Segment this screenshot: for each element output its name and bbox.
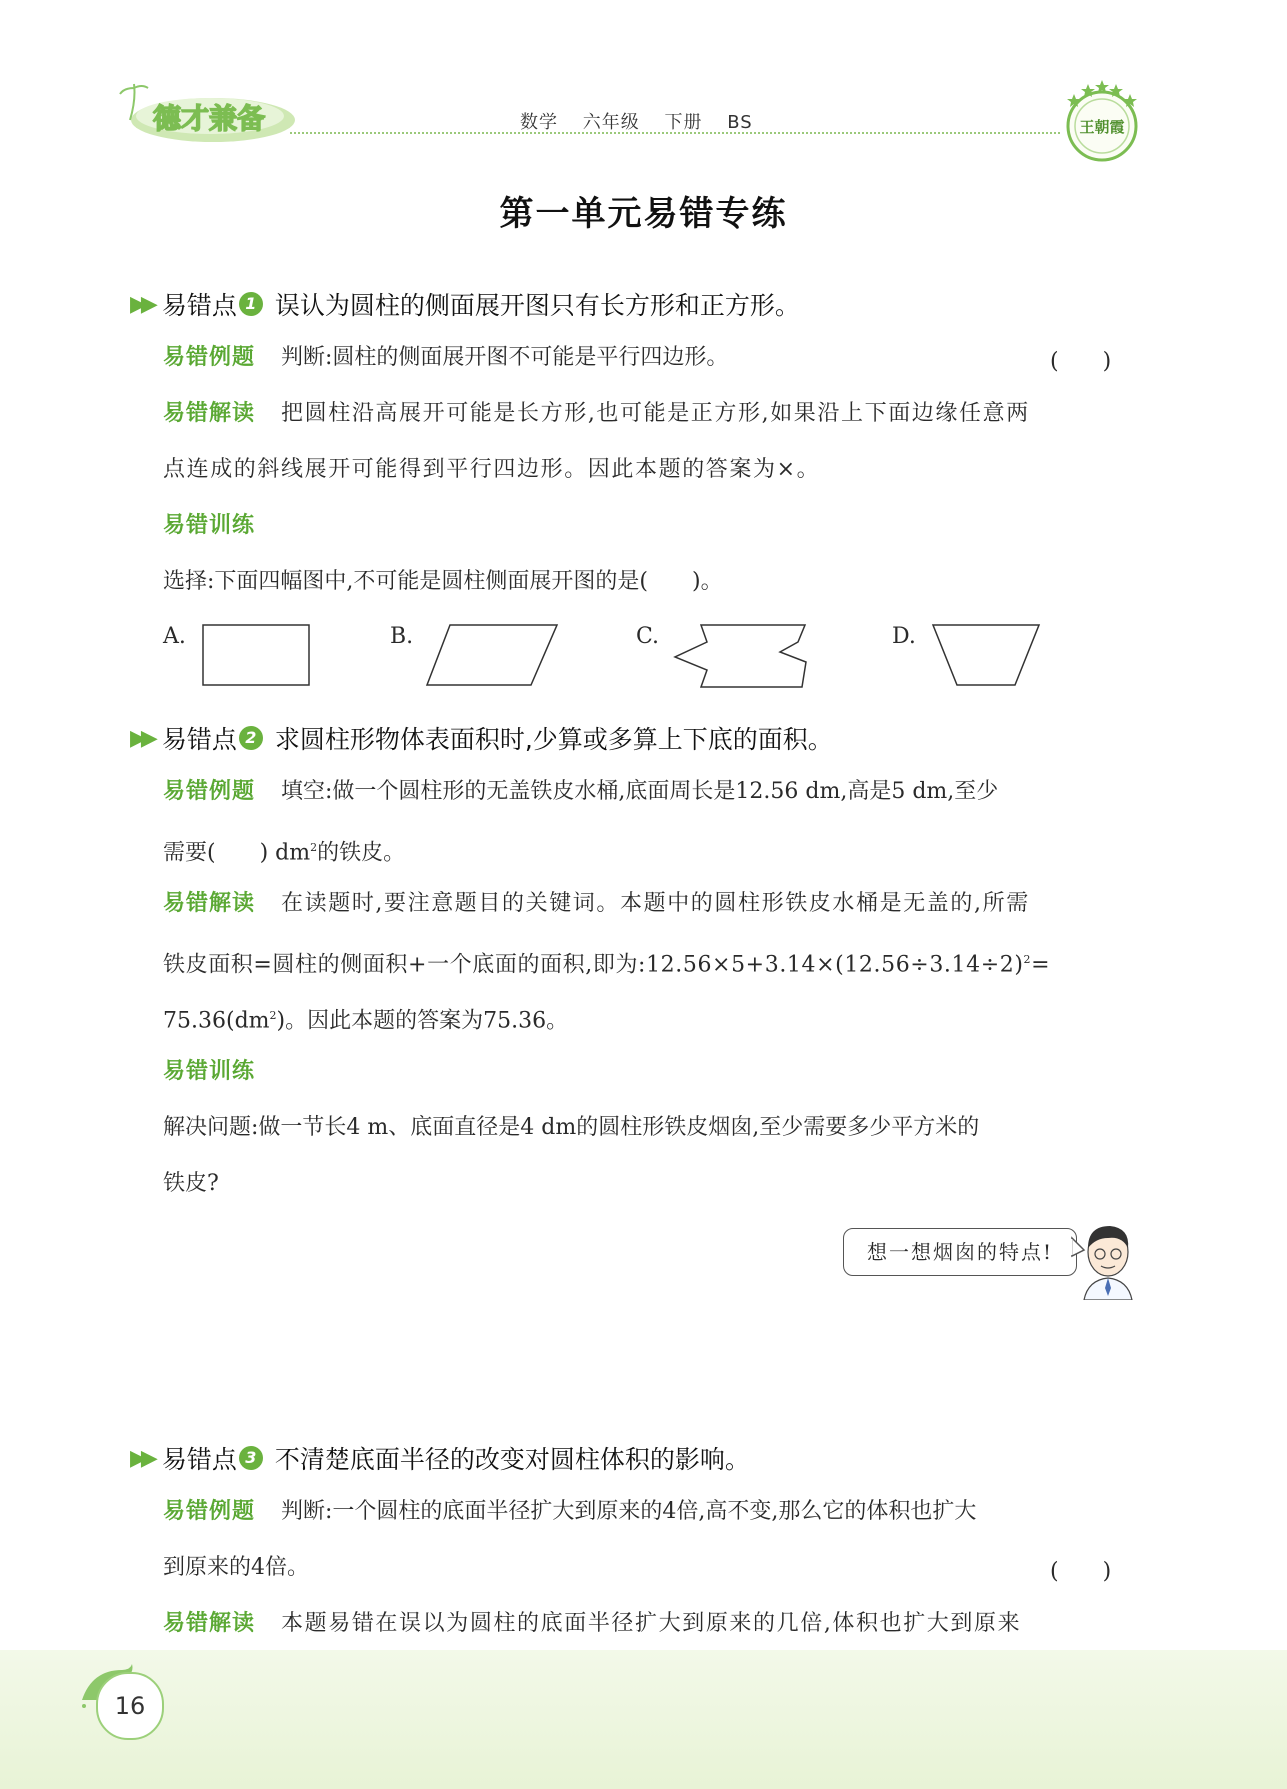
- svg-text:王朝霞: 王朝霞: [1079, 118, 1125, 136]
- example-text: 判断:圆柱的侧面展开图不可能是平行四边形。: [281, 345, 729, 370]
- point-number-badge: 3: [239, 1446, 263, 1470]
- analysis-text: 75.36(dm: [163, 1008, 270, 1034]
- svg-text:德才兼备: 德才兼备: [153, 102, 266, 135]
- grade: 六年级: [582, 112, 640, 133]
- volume: 下册: [664, 112, 703, 133]
- analysis-2-cont: [163, 946, 1050, 979]
- example-text: 填空:做一个圆柱形的无盖铁皮水桶,底面周长是12.56 dm,高是5 dm,至少: [281, 779, 999, 804]
- brand-logo: [118, 80, 298, 144]
- superscript: 2: [269, 1009, 277, 1022]
- analysis-label: 易错解读: [163, 1611, 256, 1636]
- error-point-1-heading: [130, 286, 800, 322]
- edition: BS: [727, 112, 753, 133]
- point-heading-text: 求圆柱形物体表面积时,少算或多算上下底的面积。: [274, 725, 833, 754]
- option-c-label: C.: [636, 624, 660, 649]
- example-2: [163, 778, 998, 806]
- analysis-1: [163, 400, 1030, 428]
- analysis-text: 铁皮面积=圆柱的侧面积+一个底面的面积,即为:12.56×5+3.14×(12.56÷3.14÷2): [163, 952, 1024, 978]
- analysis-text: )。因此本题的答案为75.36。: [276, 1008, 569, 1034]
- error-point-3-heading: [130, 1440, 750, 1476]
- example-3-cont: 到原来的4倍。: [163, 1555, 309, 1580]
- training-2-question-cont: 铁皮?: [163, 1171, 219, 1196]
- example-3: [163, 1498, 976, 1526]
- training-label: 易错训练: [163, 1059, 256, 1084]
- hint-speech-bubble: 想一想烟囱的特点!: [843, 1228, 1077, 1276]
- training-2-question: 解决问题:做一节长4 m、底面直径是4 dm的圆柱形铁皮烟囱,至少需要多少平方米的: [163, 1115, 980, 1140]
- point-heading-text: 误认为圆柱的侧面展开图只有长方形和正方形。: [274, 291, 800, 320]
- teacher-avatar: [1078, 1222, 1138, 1300]
- brand-seal-logo: [1060, 74, 1144, 170]
- analysis-label: 易错解读: [163, 401, 256, 426]
- analysis-text: 本题易错在误以为圆柱的底面半径扩大到原来的几倍,体积也扩大到原来: [281, 1611, 1022, 1636]
- analysis-1-cont: 点连成的斜线展开可能得到平行四边形。因此本题的答案为×。: [163, 457, 821, 482]
- double-chevron-icon: ▶▶: [130, 291, 152, 317]
- book-info: [520, 108, 771, 134]
- example-label: 易错例题: [163, 345, 256, 370]
- example-text: 需要( ) dm: [163, 840, 311, 866]
- training-2-label-row: [163, 1058, 281, 1086]
- page-number: 16: [96, 1672, 164, 1740]
- point-label: 易错点: [161, 725, 237, 754]
- superscript: 2: [310, 841, 318, 854]
- point-number-badge: 2: [239, 726, 263, 750]
- training-label: 易错训练: [163, 513, 256, 538]
- analysis-2-cont2: [163, 1002, 568, 1035]
- answer-paren[interactable]: ( ): [1050, 349, 1112, 374]
- superscript: 2: [1023, 953, 1032, 966]
- example-1: [163, 344, 728, 372]
- double-chevron-icon: ▶▶: [130, 725, 152, 751]
- point-label: 易错点: [161, 291, 237, 320]
- option-a-label: A.: [163, 624, 186, 649]
- point-number-badge: 1: [239, 292, 263, 316]
- option-b-label: B.: [390, 624, 414, 649]
- analysis-label: 易错解读: [163, 891, 256, 916]
- error-point-2-heading: [130, 720, 833, 756]
- point-heading-text: 不清楚底面半径的改变对圆柱体积的影响。: [274, 1445, 750, 1474]
- option-c-jagged-shape[interactable]: [672, 622, 814, 690]
- example-text: 的铁皮。: [317, 840, 406, 866]
- double-chevron-icon: ▶▶: [130, 1445, 152, 1471]
- answer-paren[interactable]: ( ): [1050, 1559, 1112, 1584]
- page-title: 第一单元易错专练: [499, 194, 788, 234]
- example-text: 判断:一个圆柱的底面半径扩大到原来的4倍,高不变,那么它的体积也扩大: [281, 1499, 977, 1524]
- option-a-rectangle[interactable]: [200, 622, 312, 688]
- subject: 数学: [520, 112, 558, 133]
- analysis-2: [163, 890, 1030, 918]
- analysis-text: =: [1031, 952, 1051, 978]
- analysis-text: 在读题时,要注意题目的关键词。本题中的圆柱形铁皮水桶是无盖的,所需: [281, 891, 1030, 916]
- example-2-cont: [163, 834, 405, 867]
- option-b-parallelogram[interactable]: [424, 622, 560, 688]
- option-d-trapezoid[interactable]: [930, 622, 1042, 688]
- training-1-label-row: [163, 512, 281, 540]
- point-label: 易错点: [161, 1445, 237, 1474]
- example-label: 易错例题: [163, 779, 256, 804]
- analysis-3: [163, 1610, 1021, 1638]
- footer-band: [0, 1650, 1287, 1789]
- analysis-text: 把圆柱沿高展开可能是长方形,也可能是正方形,如果沿上下面边缘任意两: [281, 401, 1030, 426]
- option-d-label: D.: [892, 624, 916, 649]
- example-label: 易错例题: [163, 1499, 256, 1524]
- training-1-question: 选择:下面四幅图中,不可能是圆柱侧面展开图的是( )。: [163, 569, 723, 594]
